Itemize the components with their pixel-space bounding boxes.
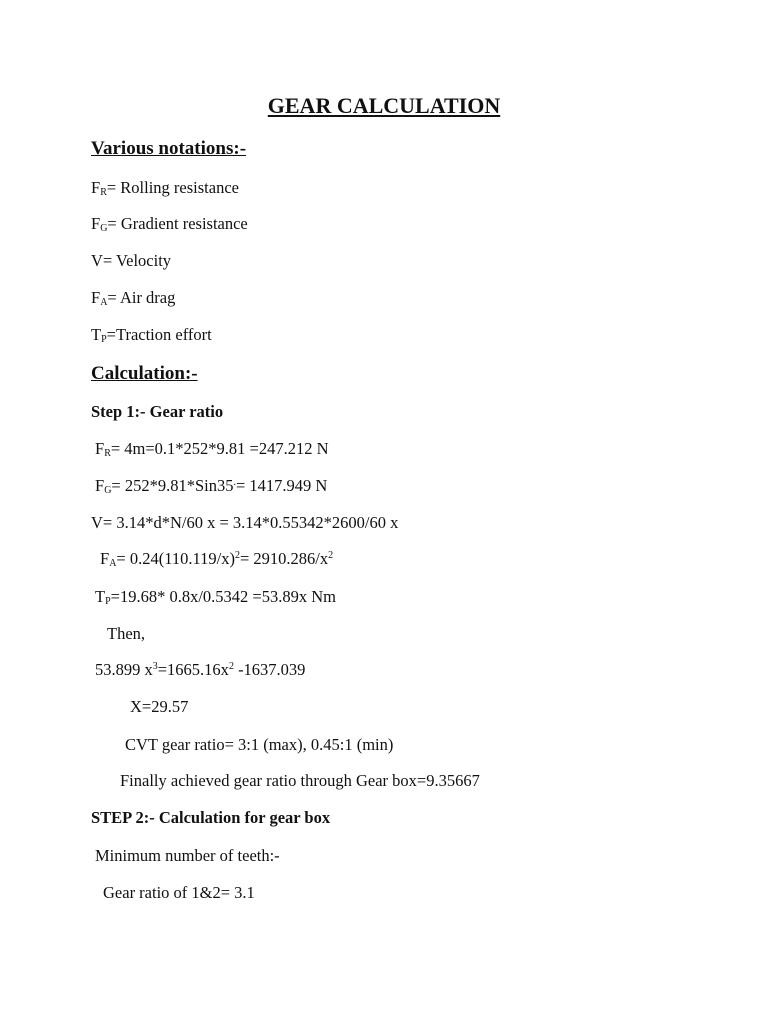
notation-rolling-resistance: $F_R=$ Rolling resistance	[91, 178, 239, 198]
final-gear-ratio: Finally achieved gear ratio through Gear box=9.35667	[120, 771, 480, 790]
notation-traction-effort: $T_P=Traction$ effort	[91, 325, 212, 345]
gear-ratio-1-2: Gear ratio of 1&2= 3.1	[103, 883, 255, 902]
equation-velocity: V= 3.14*d*N/60 x = 3.14*0.55342*2600/60 x	[91, 513, 399, 532]
step1-heading: Step 1:- Gear ratio	[91, 402, 224, 421]
equation-traction-effort: $T_P=19.68*$ 0.8x/0.5342 =53.89x Nm	[95, 587, 336, 607]
notations-heading: Various notations:-	[91, 138, 247, 159]
document-title: GEAR CALCULATION	[267, 93, 501, 118]
equation-gradient-resistance: $F_G= 252*9.81*Sin35^.= 1417.949$ N	[95, 476, 328, 496]
equation-cubic: 53.899 $x^3=1665.16x^2$ -1637.039	[95, 660, 306, 679]
solution-x: X=29.57	[130, 697, 189, 716]
minimum-teeth-label: Minimum number of teeth:-	[95, 846, 280, 865]
equation-air-drag: $F_A= 0.24(110.119/x)^2= 2910.286/x^2$	[100, 549, 334, 569]
calculation-heading: Calculation:-	[91, 363, 198, 384]
notation-air-drag: $F_A=$ Air drag	[91, 288, 176, 308]
then-text: Then,	[107, 624, 146, 643]
step2-heading: STEP 2:- Calculation for gear box	[91, 808, 331, 827]
equation-rolling-resistance: $F_R= 4m=0.1*252*9.81 =247.212$ N	[95, 439, 329, 459]
notation-velocity: V= Velocity	[91, 251, 172, 270]
cvt-gear-ratio: CVT gear ratio= 3:1 (max), 0.45:1 (min)	[125, 735, 394, 754]
notation-gradient-resistance: $F_G=$ Gradient resistance	[91, 214, 248, 234]
